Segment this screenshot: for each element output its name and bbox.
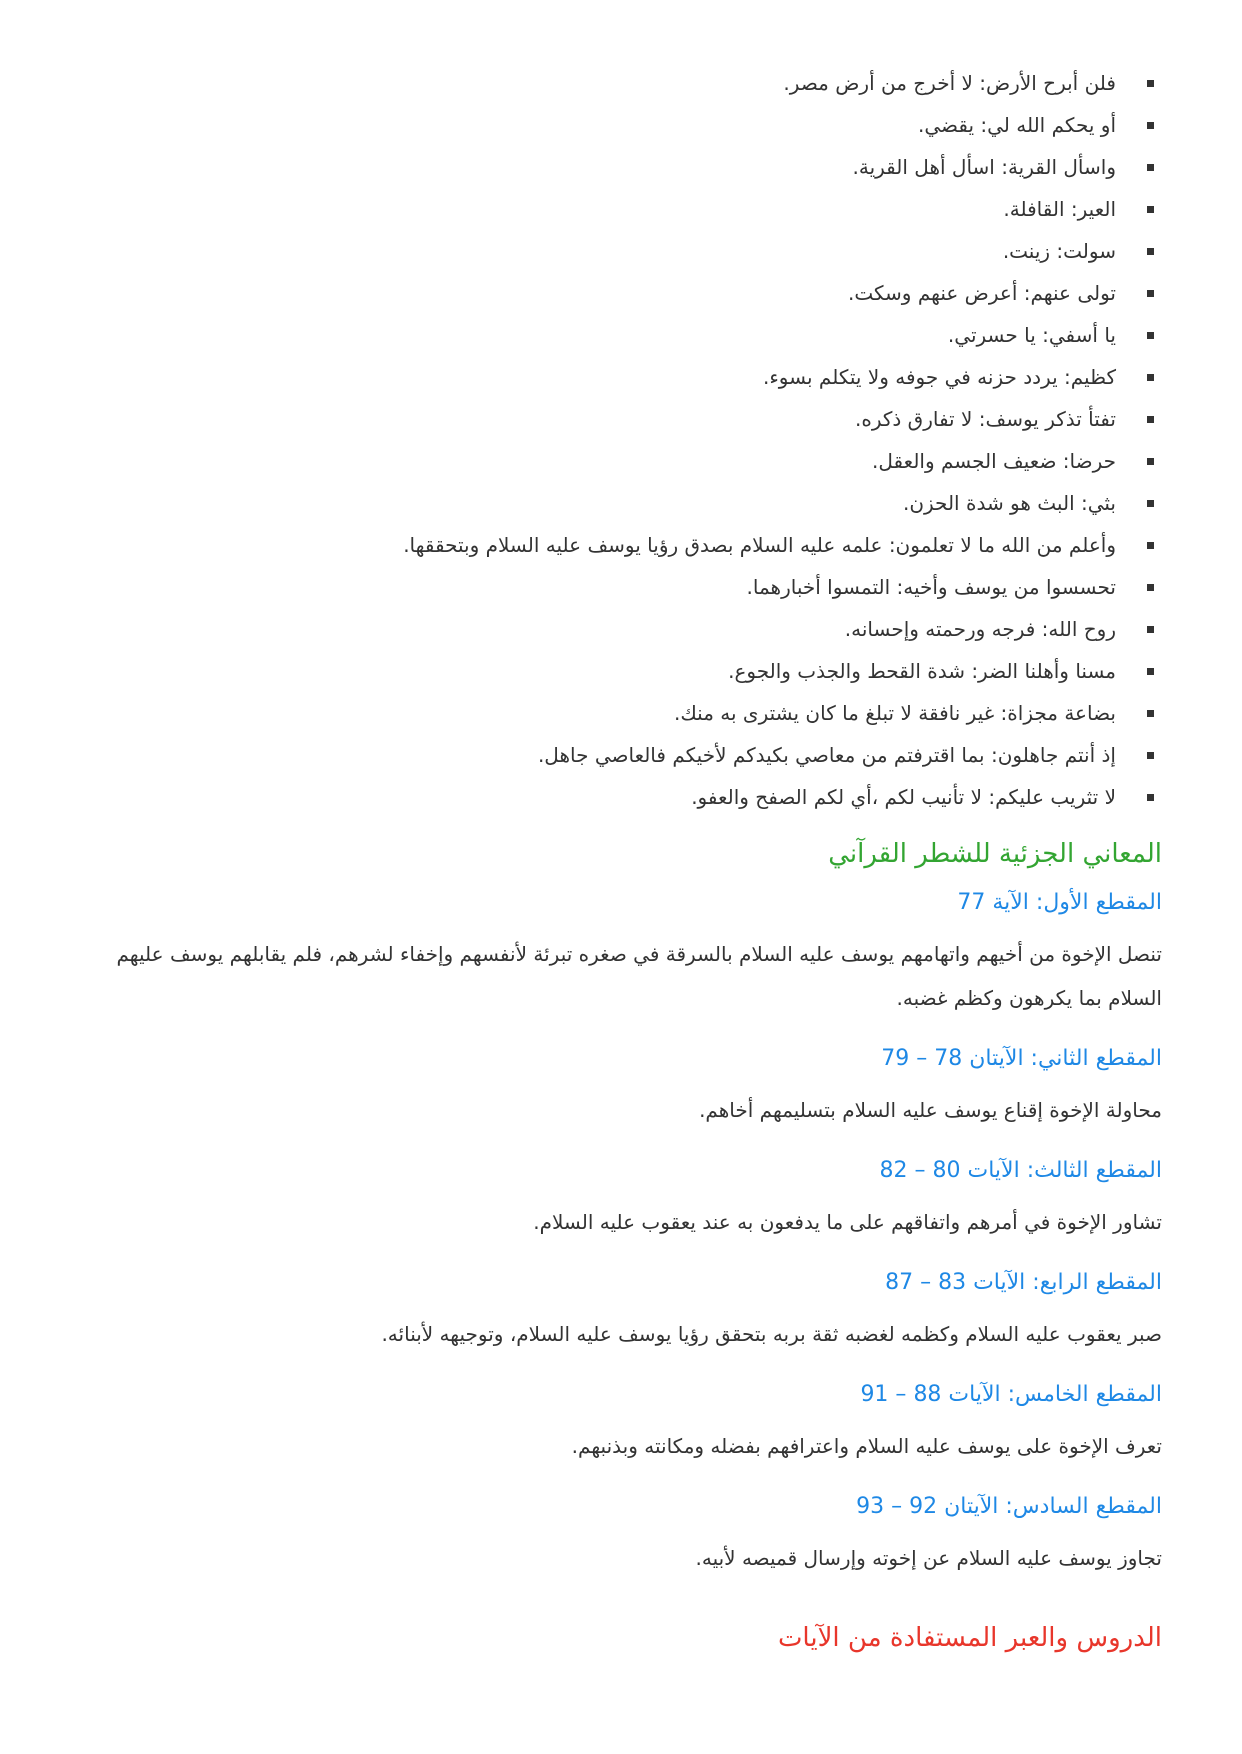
vocab-text: فلن أبرح الأرض: لا أخرج من أرض مصر.	[783, 71, 1116, 95]
list-item	[80, 440, 1162, 482]
square-bullet-icon	[1147, 164, 1154, 171]
list-item	[80, 482, 1162, 524]
list-item	[80, 398, 1162, 440]
segment-heading: المقطع الخامس: الآيات 88 – 91	[860, 1382, 1162, 1407]
vocab-text: لا تثريب عليكم: لا تأنيب لكم ،أي لكم الصفح والعفو.	[691, 785, 1116, 809]
square-bullet-icon	[1147, 584, 1154, 591]
square-bullet-icon	[1147, 458, 1154, 465]
segment-heading: المقطع الرابع: الآيات 83 – 87	[885, 1270, 1162, 1295]
segment-heading: المقطع السادس: الآيتان 92 – 93	[856, 1494, 1162, 1519]
vocab-text: بضاعة مجزاة: غير نافقة لا تبلغ ما كان يشترى به منك.	[673, 701, 1116, 725]
square-bullet-icon	[1147, 752, 1154, 759]
vocab-text: تولى عنهم: أعرض عنهم وسكت.	[848, 281, 1116, 305]
square-bullet-icon	[1147, 542, 1154, 549]
vocab-text: وأعلم من الله ما لا تعلمون: علمه عليه السلام بصدق رؤيا يوسف عليه السلام وبتحققها.	[403, 533, 1116, 557]
list-item	[80, 692, 1162, 734]
vocab-text: واسأل القرية: اسأل أهل القرية.	[852, 155, 1116, 179]
list-item	[80, 188, 1162, 230]
square-bullet-icon	[1147, 374, 1154, 381]
square-bullet-icon	[1147, 290, 1154, 297]
list-item	[80, 104, 1162, 146]
square-bullet-icon	[1147, 500, 1154, 507]
list-item	[80, 272, 1162, 314]
segment-heading: المقطع الثاني: الآيتان 78 – 79	[881, 1046, 1162, 1071]
square-bullet-icon	[1147, 626, 1154, 633]
list-item	[80, 356, 1162, 398]
square-bullet-icon	[1147, 416, 1154, 423]
vocabulary-list	[80, 62, 1162, 818]
list-item	[80, 146, 1162, 188]
segment-text: تنصل الإخوة من أخيهم واتهامهم يوسف عليه السلام بالسرقة في صغره تبرئة لأنفسهم وإخفاء لشرهم، فلم يقابلهم يوسف عليهم السلام بما يكرهون وكظم غضبه.	[116, 942, 1162, 1010]
list-item	[80, 314, 1162, 356]
segment-heading: المقطع الأول: الآية 77	[957, 890, 1162, 915]
square-bullet-icon	[1147, 122, 1154, 129]
vocab-text: بثي: البث هو شدة الحزن.	[902, 491, 1116, 515]
segment-text: تعرف الإخوة على يوسف عليه السلام واعترافهم بفضله ومكانته وبذنبهم.	[571, 1434, 1162, 1458]
vocab-text: العير: القافلة.	[1003, 197, 1116, 221]
square-bullet-icon	[1147, 668, 1154, 675]
vocab-text: إذ أنتم جاهلون: بما اقترفتم من معاصي بكيدكم لأخيكم فالعاصي جاهل.	[537, 743, 1116, 767]
list-item	[80, 62, 1162, 104]
vocab-text: حرضا: ضعيف الجسم والعقل.	[872, 449, 1116, 473]
square-bullet-icon	[1147, 206, 1154, 213]
vocab-text: كظيم: يردد حزنه في جوفه ولا يتكلم بسوء.	[763, 365, 1116, 389]
list-item	[80, 608, 1162, 650]
list-item	[80, 566, 1162, 608]
segment-text: محاولة الإخوة إقناع يوسف عليه السلام بتسليمهم أخاهم.	[699, 1098, 1162, 1122]
lessons-section-title: الدروس والعبر المستفادة من الآيات	[777, 1623, 1162, 1653]
square-bullet-icon	[1147, 80, 1154, 87]
vocab-text: سولت: زينت.	[1002, 239, 1116, 263]
vocab-text: يا أسفي: يا حسرتي.	[947, 323, 1116, 347]
meanings-section-title: المعاني الجزئية للشطر القرآني	[828, 839, 1162, 869]
list-item	[80, 230, 1162, 272]
list-item	[80, 734, 1162, 776]
list-item	[80, 776, 1162, 818]
vocab-text: مسنا وأهلنا الضر: شدة القحط والجذب والجوع.	[728, 659, 1116, 683]
vocab-text: روح الله: فرجه ورحمته وإحسانه.	[844, 617, 1116, 641]
square-bullet-icon	[1147, 794, 1154, 801]
segment-text: تشاور الإخوة في أمرهم واتفاقهم على ما يدفعون به عند يعقوب عليه السلام.	[533, 1210, 1162, 1234]
square-bullet-icon	[1147, 332, 1154, 339]
vocab-text: تحسسوا من يوسف وأخيه: التمسوا أخبارهما.	[746, 575, 1116, 599]
square-bullet-icon	[1147, 710, 1154, 717]
vocab-text: تفتأ تذكر يوسف: لا تفارق ذكره.	[855, 407, 1116, 431]
segment-text: تجاوز يوسف عليه السلام عن إخوته وإرسال قميصه لأبيه.	[695, 1546, 1162, 1570]
vocab-text: أو يحكم الله لي: يقضي.	[917, 113, 1116, 137]
list-item	[80, 524, 1162, 566]
segment-heading: المقطع الثالث: الآيات 80 – 82	[879, 1158, 1162, 1183]
list-item	[80, 650, 1162, 692]
segment-text: صبر يعقوب عليه السلام وكظمه لغضبه ثقة بربه بتحقق رؤيا يوسف عليه السلام، وتوجيهه لأبنائه.	[381, 1322, 1162, 1346]
square-bullet-icon	[1147, 248, 1154, 255]
